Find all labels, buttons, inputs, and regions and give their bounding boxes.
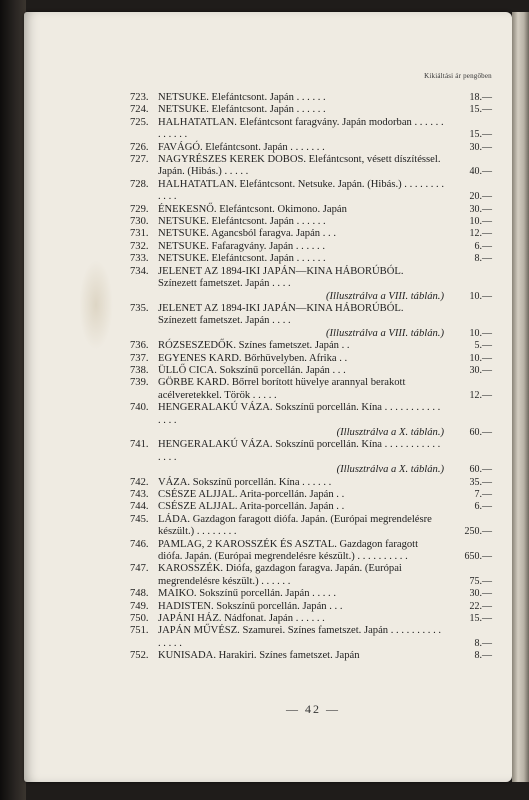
entry-number: 727. (130, 154, 149, 166)
entry-description: JELENET AZ 1894-IKI JAPÁN—KINA HÁBORÚBÓL. Színezett fametszet. Japán . . . . (158, 265, 404, 290)
entry-description: PAMLAG, 2 KAROSSZÉK ÉS ASZTAL. Gazdagon faragott diófa. Japán. (Európai megrendelésre készült.) . . . . . . . . . . (158, 538, 419, 563)
entry-illustration-note: (Illusztrálva a X. táblán.) (336, 426, 444, 438)
entry-number: 732. (130, 240, 149, 252)
entry-description: NETSUKE. Elefántcsont. Japán . . . . . . (158, 104, 326, 116)
entry-description: NETSUKE. Elefántcsont. Japán . . . . . . (158, 92, 326, 103)
entry-number: 748. (130, 588, 149, 600)
entry-number: 745. (130, 513, 149, 525)
catalog-entry (130, 303, 500, 340)
entry-number: 725. (130, 116, 149, 128)
entry-number: 751. (130, 625, 149, 637)
entry-description: CSÉSZE ALJJAL. Arita-porcellán. Japán . . (158, 501, 345, 513)
entry-description: CSÉSZE ALJJAL. Arita-porcellán. Japán . . (158, 489, 345, 500)
entry-price: 18.— (469, 92, 492, 103)
entry-price: 30.— (469, 203, 492, 215)
entry-description: JELENET AZ 1894-IKI JAPÁN—KINA HÁBORÚBÓL. Színezett fametszet. Japán . . . . (158, 302, 404, 327)
catalog-entry (130, 253, 500, 265)
entry-number: 733. (130, 253, 149, 265)
entry-price: 250.— (464, 526, 492, 538)
page-stain (79, 260, 113, 350)
entry-illustration-note: (Illusztrálva a VIII. táblán.) (326, 327, 444, 339)
entry-description: LÁDA. Gazdagon faragott diófa. Japán. (Európai megrendelésre készült.) . . . . . . . . (158, 513, 432, 538)
entry-description: NETSUKE. Fafaragvány. Japán . . . . . . (158, 240, 326, 252)
catalog-entry (130, 402, 500, 439)
entry-description: NETSUKE. Agancsból faragva. Japán . . . (158, 228, 336, 240)
entry-description: KUNISADA. Harakiri. Színes fametszet. Japán (158, 650, 360, 662)
entry-number: 739. (130, 377, 149, 389)
entry-number: 734. (130, 265, 149, 277)
entry-number: 743. (130, 489, 149, 500)
catalog-entry (130, 501, 500, 513)
entry-description: HENGERALAKÚ VÁZA. Sokszínű porcellán. Kína . . . . . . . . . . . . . . . (158, 402, 441, 426)
entry-description: NETSUKE. Elefántcsont. Japán . . . . . . (158, 253, 326, 265)
entry-price: 30.— (469, 141, 492, 153)
entry-number: 724. (130, 104, 149, 116)
entry-price: 5.— (474, 340, 492, 352)
entry-description: ÉNEKESNŐ. Elefántcsont. Okimono. Japán (158, 203, 347, 215)
catalog-entry (130, 353, 500, 365)
catalog-entry (130, 228, 500, 240)
entry-number: 731. (130, 228, 149, 240)
entry-price: 22.— (469, 600, 492, 612)
entry-description: ÜLLŐ CICA. Sokszínű porcellán. Japán . . . (158, 364, 346, 376)
entry-price: 8.— (474, 253, 492, 265)
page-edges (512, 12, 529, 782)
entry-number: 737. (130, 352, 149, 364)
entry-price: 60.— (469, 464, 492, 476)
catalog-entry (130, 650, 500, 662)
page-number: — 42 — (286, 702, 340, 716)
catalog-entry (130, 142, 500, 154)
entry-number: 738. (130, 364, 149, 376)
entry-price: 20.— (469, 191, 492, 203)
entry-price: 40.— (469, 166, 492, 178)
entry-price: 650.— (464, 551, 492, 563)
entry-description: NETSUKE. Elefántcsont. Japán . . . . . . (158, 216, 326, 228)
entry-description: FAVÁGÓ. Elefántcsont. Japán . . . . . . . (158, 141, 325, 153)
catalog-entry (130, 539, 500, 564)
entry-number: 729. (130, 203, 149, 215)
entry-description: HALHATATLAN. Elefántcsont. Netsuke. Japán. (Hibás.) . . . . . . . . . . . . (158, 178, 445, 203)
catalog-entry (130, 588, 500, 600)
entry-number: 747. (130, 563, 149, 575)
catalog-entry (130, 601, 500, 613)
entry-price: 8.— (474, 637, 492, 649)
entry-price: 30.— (469, 588, 492, 600)
entry-number: 744. (130, 501, 149, 513)
catalog-entry (130, 489, 500, 501)
entry-price: 6.— (474, 501, 492, 513)
catalog-entry (130, 117, 500, 142)
entry-price: 30.— (469, 364, 492, 376)
entry-illustration-note: (Illusztrálva a X. táblán.) (336, 464, 444, 476)
entry-price: 10.— (469, 216, 492, 228)
book-spine (0, 0, 26, 800)
entry-number: 742. (130, 476, 149, 488)
entry-number: 730. (130, 216, 149, 228)
entry-description: HALHATATLAN. Elefántcsont faragvány. Japán modorban . . . . . . . . . . . . (158, 116, 444, 141)
entry-number: 746. (130, 538, 149, 550)
entry-number: 752. (130, 650, 149, 662)
entry-number: 740. (130, 402, 149, 414)
entry-number: 735. (130, 302, 149, 314)
entry-price: 12.— (469, 389, 492, 401)
entry-description: VÁZA. Sokszínű porcellán. Kína . . . . . . (158, 476, 332, 488)
catalog-entry (130, 92, 500, 104)
entry-price: 15.— (469, 613, 492, 625)
entry-price: 15.— (469, 104, 492, 116)
entry-number: 723. (130, 92, 149, 103)
catalog-entry (130, 563, 500, 588)
entry-description: NAGYRÉSZES KEREK DOBOS. Elefántcsont, vésett díszítéssel. Japán. (Hibás.) . . . . . (158, 154, 441, 178)
catalog-entry (130, 179, 500, 204)
catalog-entry (130, 377, 500, 402)
catalog-entry (130, 613, 500, 625)
entry-price: 12.— (469, 228, 492, 240)
entry-number: 741. (130, 439, 149, 451)
catalog-entry (130, 340, 500, 352)
entry-description: MAIKO. Sokszínű porcellán. Japán . . . . . (158, 588, 337, 600)
catalog-entry (130, 625, 500, 650)
entry-description: HENGERALAKÚ VÁZA. Sokszínű porcellán. Kína . . . . . . . . . . . . . . . (158, 439, 441, 463)
entry-price: 75.— (469, 575, 492, 587)
entry-description: EGYENES KARD. Bőrhüvelyben. Afrika . . (158, 352, 348, 364)
entry-number: 736. (130, 340, 149, 352)
entry-number: 728. (130, 178, 149, 190)
entry-description: KAROSSZÉK. Diófa, gazdagon faragva. Japán. (Európai megrendelésre készült.) . . . . . . (158, 563, 402, 587)
entry-description: GÖRBE KARD. Bőrrel borított hüvelye arannyal berakott acélveretekkel. Török . . . . . (158, 377, 406, 401)
entry-price: 10.— (469, 352, 492, 364)
entry-number: 749. (130, 600, 149, 612)
entry-price: 60.— (469, 426, 492, 438)
entry-price: 7.— (474, 489, 492, 500)
catalog-entry (130, 104, 500, 116)
catalog-entry (130, 154, 500, 179)
entry-price: 8.— (474, 650, 492, 662)
catalog-list (130, 92, 500, 663)
catalog-entry (130, 477, 500, 489)
catalog-entry (130, 216, 500, 228)
catalog-entry (130, 241, 500, 253)
catalog-entry (130, 514, 500, 539)
entry-number: 750. (130, 613, 149, 625)
entry-price: 6.— (474, 240, 492, 252)
entry-description: HADISTEN. Sokszínű porcellán. Japán . . . (158, 600, 343, 612)
catalog-entry (130, 204, 500, 216)
entry-description: JAPÁN MŰVÉSZ. Szamurei. Színes fametszet. Japán . . . . . . . . . . . . . . . (158, 625, 442, 649)
entry-price: 15.— (469, 129, 492, 141)
catalog-entry (130, 439, 500, 476)
price-column-header: Kikiáltási ár pengőben (424, 72, 492, 80)
catalog-entry (130, 266, 500, 303)
entry-description: RÓZSESZEDŐK. Színes fametszet. Japán . . (158, 340, 350, 352)
catalog-entry (130, 365, 500, 377)
entry-number: 726. (130, 141, 149, 153)
entry-price: 10.— (469, 327, 492, 339)
entry-price: 10.— (469, 290, 492, 302)
entry-price: 35.— (469, 476, 492, 488)
entry-illustration-note: (Illusztrálva a VIII. táblán.) (326, 290, 444, 302)
entry-description: JAPÁNI HÁZ. Nádfonat. Japán . . . . . . (158, 613, 325, 625)
